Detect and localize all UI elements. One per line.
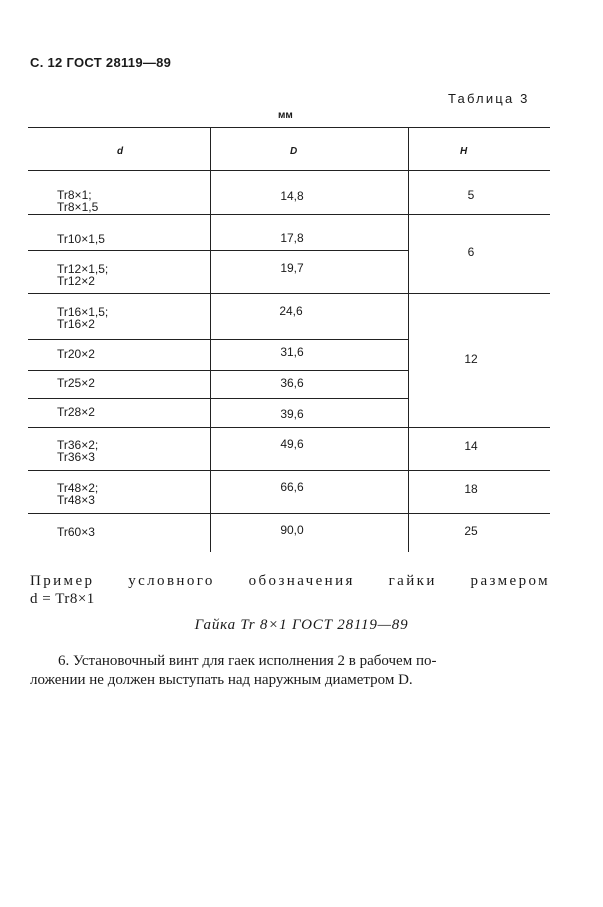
- d-value: Tr16×1,5;: [57, 305, 109, 319]
- column-header-D: D: [290, 146, 298, 157]
- H-value: 14: [464, 439, 478, 453]
- D-value: 90,0: [280, 523, 304, 537]
- designation-example: [30, 572, 550, 608]
- word: гайки: [388, 573, 437, 589]
- table-row: [57, 406, 95, 418]
- D-value: 31,6: [280, 345, 304, 359]
- D-value: 19,7: [280, 261, 304, 275]
- d-value: Tr8×1;: [57, 188, 92, 202]
- row-rule: [28, 470, 550, 471]
- table-header-rule: [28, 170, 550, 171]
- table-row: [57, 263, 108, 287]
- row-rule: [28, 214, 550, 215]
- d-value: Tr25×2: [57, 376, 95, 390]
- table-row: [57, 233, 105, 245]
- table-title: Таблица 3: [448, 91, 530, 106]
- paragraph-6: [30, 652, 552, 690]
- d-value: Tr48×2;: [57, 481, 99, 495]
- d-value: Tr12×2: [57, 274, 95, 288]
- d-value: Tr16×2: [57, 317, 95, 331]
- table-unit: мм: [278, 110, 293, 121]
- d-value: Tr48×3: [57, 493, 95, 507]
- d-value: Tr8×1,5: [57, 200, 99, 214]
- table-row: [57, 348, 95, 360]
- column-header-d: d: [117, 146, 124, 157]
- d-value: Tr60×3: [57, 525, 95, 539]
- table-row: [57, 482, 98, 506]
- column-divider: [210, 127, 211, 552]
- row-rule: [28, 513, 550, 514]
- d-value: Tr36×3: [57, 450, 95, 464]
- row-rule: [28, 339, 408, 340]
- paragraph-line: 6. Установочный винт для гаек исполнения 2 в рабочем по-: [58, 653, 437, 669]
- page-header: С. 12 ГОСТ 28119—89: [30, 55, 172, 70]
- D-value: 39,6: [280, 407, 304, 421]
- word: условного: [128, 573, 215, 589]
- D-value: 49,6: [280, 437, 304, 451]
- table-row: [57, 526, 95, 538]
- word: обозначения: [248, 573, 355, 589]
- row-rule: [28, 398, 408, 399]
- D-value: 36,6: [280, 376, 304, 390]
- row-rule: [28, 370, 408, 371]
- table-row: [57, 439, 98, 463]
- d-value: Tr12×1,5;: [57, 262, 109, 276]
- D-value: 14,8: [280, 189, 304, 203]
- word: размером: [470, 573, 550, 589]
- H-value: 5: [467, 188, 475, 202]
- D-value: 17,8: [280, 231, 304, 245]
- d-value: Tr20×2: [57, 347, 95, 361]
- designation: Гайка Tr 8×1 ГОСТ 28119—89: [194, 617, 409, 633]
- table-row: [57, 306, 108, 330]
- table-row: [57, 189, 98, 213]
- row-rule: [28, 427, 550, 428]
- H-value: 6: [467, 245, 475, 259]
- H-value: 25: [464, 524, 478, 538]
- table-top-rule: [28, 127, 550, 128]
- D-value: 24,6: [279, 304, 303, 318]
- d-value: Tr28×2: [57, 405, 95, 419]
- d-value: Tr10×1,5: [57, 232, 105, 246]
- H-value: 12: [464, 352, 478, 366]
- column-divider: [408, 127, 409, 552]
- H-value: 18: [464, 482, 478, 496]
- table-row: [57, 377, 95, 389]
- column-header-H: H: [460, 146, 468, 157]
- example-size: d = Tr8×1: [30, 591, 95, 607]
- row-rule: [28, 293, 550, 294]
- example-intro: [30, 572, 550, 590]
- d-value: Tr36×2;: [57, 438, 99, 452]
- D-value: 66,6: [280, 480, 304, 494]
- paragraph-line: ложении не должен выступать над наружным диаметром D.: [30, 672, 413, 688]
- word: Пример: [30, 573, 95, 589]
- row-rule: [28, 250, 408, 251]
